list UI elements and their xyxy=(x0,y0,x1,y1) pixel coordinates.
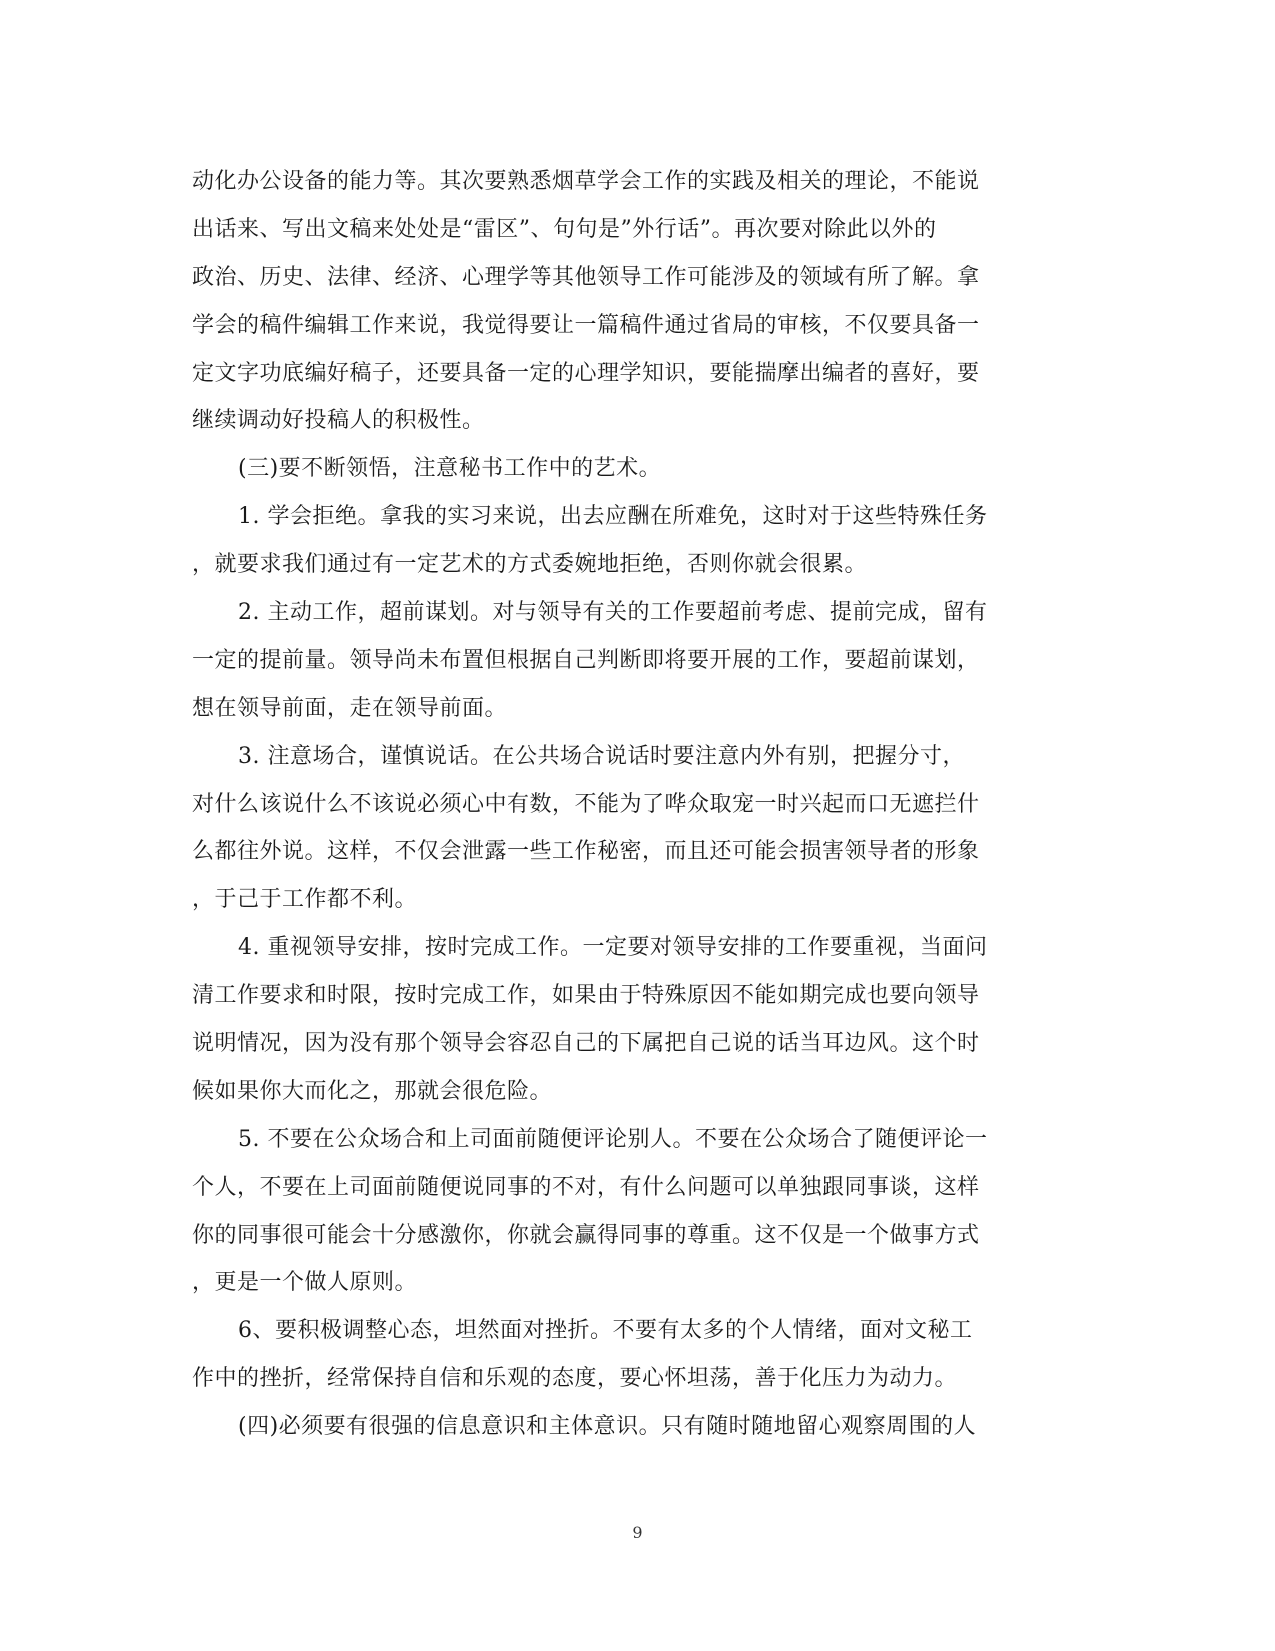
text-line: 么都往外说。这样，不仅会泄露一些工作秘密，而且还可能会损害领导者的形象 xyxy=(192,839,980,865)
text-line: (三)要不断领悟，注意秘书工作中的艺术。 xyxy=(238,456,662,482)
text-line: 2. 主动工作，超前谋划。对与领导有关的工作要超前考虑、提前完成，留有 xyxy=(238,600,988,626)
text-line: ，于己于工作都不利。 xyxy=(192,887,418,913)
text-line: 1. 学会拒绝。拿我的实习来说，出去应酬在所难免，这时对于这些特殊任务 xyxy=(238,504,988,530)
text-line: 定文字功底编好稿子，还要具备一定的心理学知识，要能揣摩出编者的喜好，要 xyxy=(192,360,980,386)
text-line: 4. 重视领导安排，按时完成工作。一定要对领导安排的工作要重视，当面问 xyxy=(238,935,988,961)
text-line: 学会的稿件编辑工作来说，我觉得要让一篇稿件通过省局的审核，不仅要具备一 xyxy=(192,312,980,338)
text-line: 6、要积极调整心态，坦然面对挫折。不要有太多的个人情绪，面对文秘工 xyxy=(238,1318,973,1344)
text-line: 候如果你大而化之，那就会很危险。 xyxy=(192,1078,553,1104)
page-number: 9 xyxy=(632,1523,643,1542)
text-line: 动化办公设备的能力等。其次要熟悉烟草学会工作的实践及相关的理论，不能说 xyxy=(192,169,980,194)
text-line: 个人，不要在上司面前随便说同事的不对，有什么问题可以单独跟同事谈，这样 xyxy=(192,1174,980,1200)
text-line: ，更是一个做人原则。 xyxy=(192,1270,418,1296)
text-line: (四)必须要有很强的信息意识和主体意识。只有随时随地留心观察周围的人 xyxy=(238,1414,977,1440)
text-line: 清工作要求和时限，按时完成工作，如果由于特殊原因不能如期完成也要向领导 xyxy=(192,983,980,1009)
text-line: 说明情况，因为没有那个领导会容忍自己的下属把自己说的话当耳边风。这个时 xyxy=(192,1031,980,1057)
text-line: 对什么该说什么不该说必须心中有数，不能为了哗众取宠一时兴起而口无遮拦什 xyxy=(192,791,980,817)
body-text xyxy=(192,158,1082,1451)
text-line: 继续调动好投稿人的积极性。 xyxy=(192,408,485,434)
text-line: 你的同事很可能会十分感激你，你就会赢得同事的尊重。这不仅是一个做事方式 xyxy=(192,1222,980,1248)
text-line: 3. 注意场合，谨慎说话。在公共场合说话时要注意内外有别，把握分寸， xyxy=(238,743,965,769)
text-line: 一定的提前量。领导尚未布置但根据自己判断即将要开展的工作，要超前谋划， xyxy=(192,647,980,673)
text-line: ，就要求我们通过有一定艺术的方式委婉地拒绝，否则你就会很累。 xyxy=(192,552,868,578)
text-line: 作中的挫折，经常保持自信和乐观的态度，要心怀坦荡，善于化压力为动力。 xyxy=(192,1366,958,1392)
text-line: 政治、历史、法律、经济、心理学等其他领导工作可能涉及的领域有所了解。拿 xyxy=(192,264,980,290)
text-line: 5. 不要在公众场合和上司面前随便评论别人。不要在公众场合了随便评论一 xyxy=(238,1126,988,1152)
text-line: 想在领导前面，走在领导前面。 xyxy=(192,695,508,721)
text-line: 出话来、写出文稿来处处是“雷区”、句句是”外行话”。再次要对除此以外的 xyxy=(192,216,937,242)
